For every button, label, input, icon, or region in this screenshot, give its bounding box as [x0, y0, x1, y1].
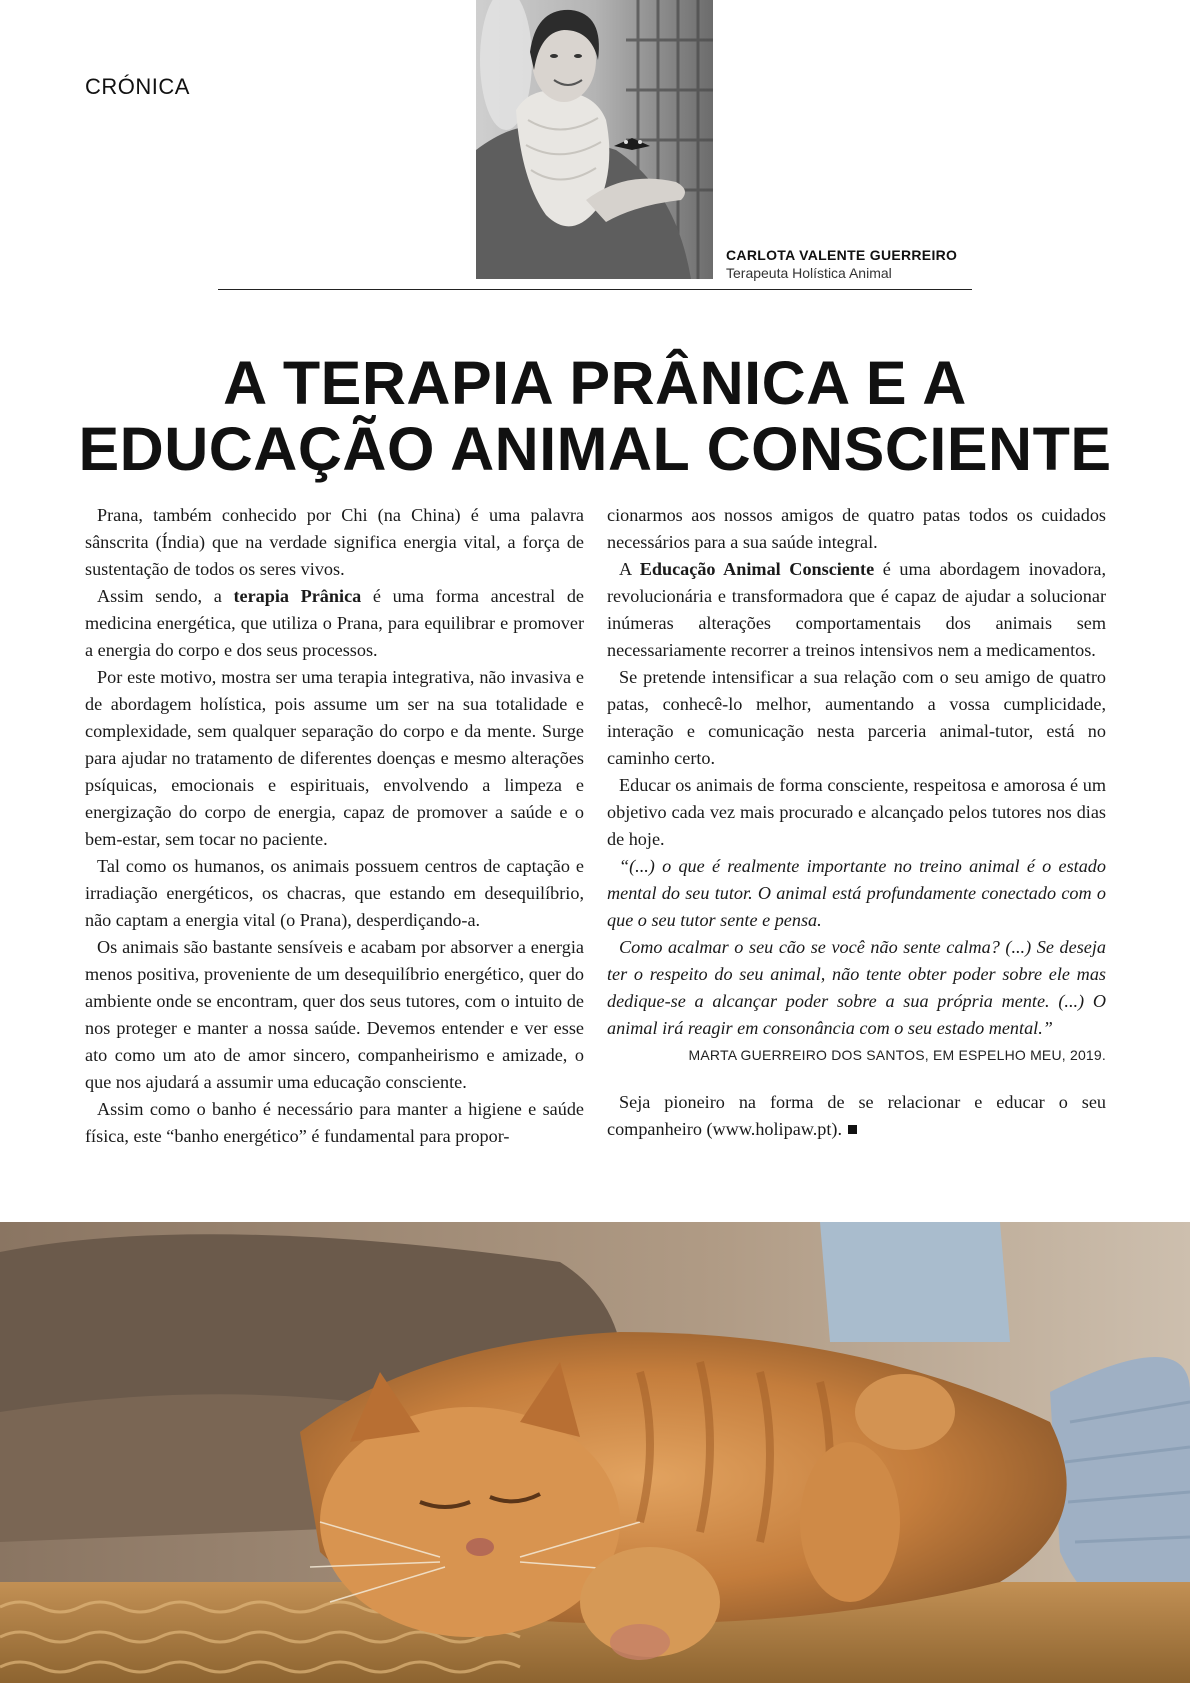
paragraph: Os animais são bastante sensíveis e acabam por absorver a energia menos positiva, proveniente de um desequilíbrio energético, quer do ambiente onde se encontram, quer dos seus tutores, com o intuito de nos proteger e manter a nossa saúde. Devemos entender e ver esse ato como um ato de amor sincero, companheirismo e amizade, o que nos ajudará a assumir uma educação consciente. — [85, 937, 584, 1092]
text-run: é uma forma ancestral de medicina energética, que utiliza o Prana, para equilibrar e promover a energia do corpo e dos seus processos. — [85, 586, 585, 660]
paragraph — [85, 583, 584, 664]
paragraph: Prana, também conhecido por Chi (na China) é uma palavra sânscrita (Índia) que na verdade significa energia vital, a força de sustentação de todos os seres vivos. — [85, 505, 584, 579]
end-of-article-mark — [848, 1125, 857, 1134]
paragraph: cionarmos aos nossos amigos de quatro patas todos os cuidados necessários para a sua saúde integral. — [607, 505, 1106, 552]
text-run: é uma abordagem inovadora, revolucionária e transformadora que é capaz de ajudar a solucionar inúmeras alterações comportamentais dos animais sem necessariamente recorrer a treinos intensivos nem a medicamentos. — [607, 559, 1106, 660]
paragraph: Assim como o banho é necessário para manter a higiene e saúde física, este “banho energético” é fundamental para propor- — [85, 1099, 584, 1146]
quote-source: MARTA GUERREIRO DOS SANTOS, EM ESPELHO MEU, 2019. — [688, 1047, 1106, 1063]
header-divider — [218, 289, 972, 290]
author-caption — [726, 247, 957, 282]
headline-line-1: A TERAPIA PRÂNICA E A — [223, 349, 967, 417]
article-column-left — [85, 502, 584, 1150]
closing-paragraph — [607, 1089, 1106, 1143]
bold-term: Educação Animal Consciente — [639, 559, 875, 579]
text-run: A — [619, 559, 640, 579]
bottom-photo — [0, 1222, 1190, 1683]
sleeping-cat-image — [0, 1222, 1190, 1683]
article-headline — [60, 350, 1130, 482]
text-run: Assim sendo, a — [97, 586, 234, 606]
quote-text: “(...) o que é realmente importante no treino animal é o estado mental do seu tutor. O animal está profundamente conectado com o que o seu tutor sente e pensa. — [607, 856, 1106, 930]
paragraph — [607, 556, 1106, 664]
article-column-right — [607, 502, 1106, 1143]
bold-term: terapia Prânica — [233, 586, 362, 606]
paragraph: Educar os animais de forma consciente, respeitosa e amorosa é um objetivo cada vez mais procurado e alcançado pelos tutores nos dias de hoje. — [607, 775, 1106, 849]
headline-line-2: EDUCAÇÃO ANIMAL CONSCIENTE — [78, 415, 1112, 483]
paragraph: Tal como os humanos, os animais possuem centros de captação e irradiação energéticos, os chacras, que estando em desequilíbrio, não captam a energia vital (o Prana), desperdiçando-a. — [85, 856, 584, 930]
quote-text: Como acalmar o seu cão se você não sente calma? (...) Se deseja ter o respeito do seu animal, não tente obter poder sobre ele mas dedique-se a alcançar poder sobre a sua própria mente. (...) O animal irá reagir em consonância com o seu estado mental.” — [607, 937, 1106, 1038]
paragraph: Por este motivo, mostra ser uma terapia integrativa, não invasiva e de abordagem holística, pois assume um ser na sua totalidade e complexidade, sem qualquer separação do corpo e da mente. Surge para ajudar no tratamento de diferentes doenças e mesmo alterações psíquicas, emocionais e espirituais, envolvendo a limpeza e energização do corpo de energia, capaz de promover a saúde e o bem-estar, sem tocar no paciente. — [85, 667, 584, 849]
author-name: CARLOTA VALENTE GUERREIRO — [726, 247, 958, 263]
author-portrait-image — [476, 0, 713, 279]
text-run: Seja pioneiro na forma de se relacionar e educar o seu companheiro (www.holipaw.pt). — [607, 1092, 1106, 1139]
author-role: Terapeuta Holística Animal — [726, 264, 892, 281]
author-photo — [476, 0, 713, 279]
section-label: CRÓNICA — [85, 74, 190, 99]
paragraph: Se pretende intensificar a sua relação com o seu amigo de quatro patas, conhecê-lo melhor, aumentando a vossa cumplicidade, interação e comunicação nesta parceria animal-tutor, está no caminho certo. — [607, 667, 1106, 768]
